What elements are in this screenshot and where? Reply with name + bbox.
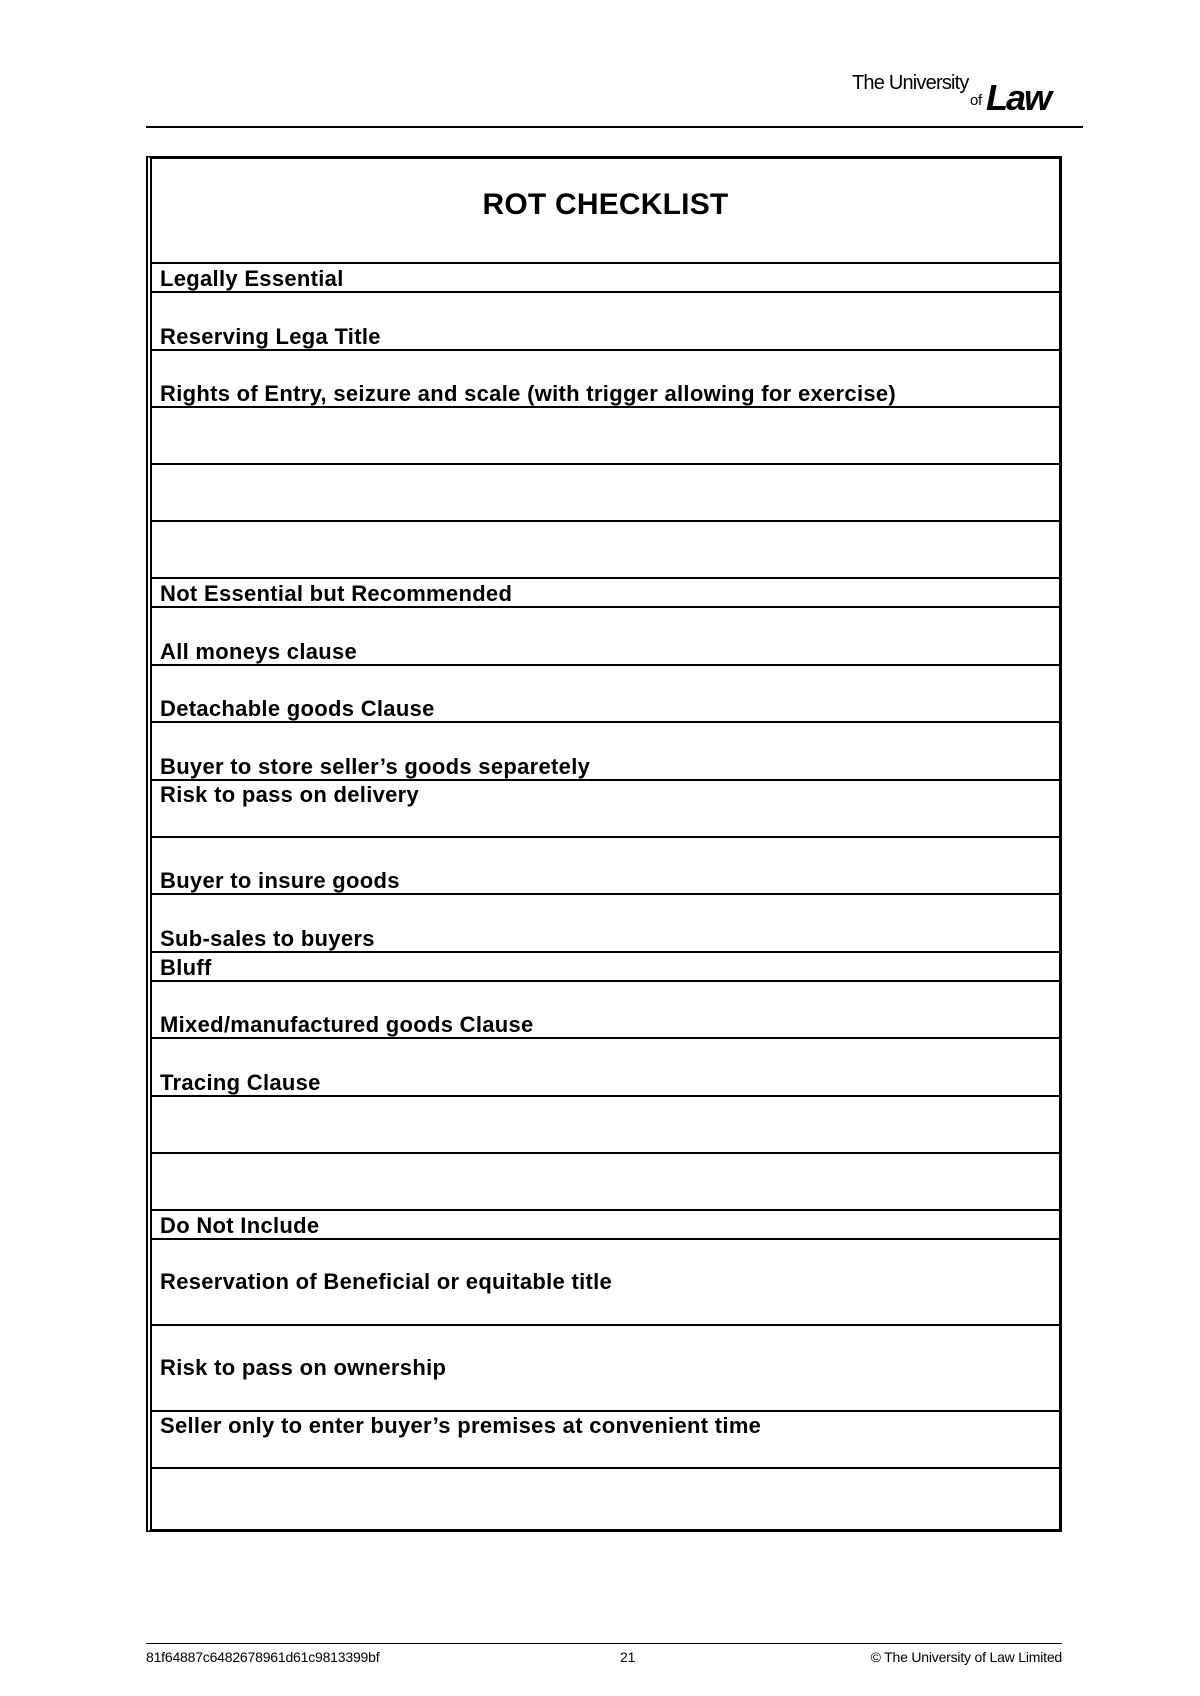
logo-law: Law bbox=[986, 77, 1051, 118]
checklist-row bbox=[152, 1412, 1059, 1469]
checklist-row-label: Sub-sales to buyers bbox=[160, 926, 375, 951]
checklist-row-label: Detachable goods Clause bbox=[160, 696, 435, 721]
checklist-row-label: Reserving Lega Title bbox=[160, 324, 381, 349]
checklist-row-label: Seller only to enter buyer’s premises at convenient time bbox=[160, 1413, 762, 1438]
checklist-row-empty bbox=[152, 522, 1059, 579]
checklist-row bbox=[152, 953, 1059, 982]
checklist-row bbox=[152, 666, 1059, 723]
checklist-row-label: Mixed/manufactured goods Clause bbox=[160, 1012, 534, 1037]
checklist-row-empty bbox=[152, 1469, 1059, 1524]
checklist-row-label: All moneys clause bbox=[160, 639, 358, 664]
checklist-row-label: Do Not Include bbox=[160, 1213, 320, 1238]
checklist-row-label: Bluff bbox=[160, 955, 212, 980]
checklist-row-label: Buyer to insure goods bbox=[160, 868, 400, 893]
checklist-row bbox=[152, 781, 1059, 838]
checklist-row-label: Rights of Entry, seizure and scale (with trigger allowing for exercise) bbox=[160, 381, 897, 406]
checklist-row-label: Tracing Clause bbox=[160, 1070, 321, 1095]
checklist-row-label: Risk to pass on ownership bbox=[160, 1355, 447, 1380]
checklist-row-label: Legally Essential bbox=[160, 266, 344, 291]
university-of-law-logo bbox=[852, 72, 1072, 118]
checklist-row-empty bbox=[152, 465, 1059, 522]
checklist-row bbox=[152, 723, 1059, 781]
header-rule bbox=[146, 126, 1083, 128]
checklist-row bbox=[152, 982, 1059, 1039]
checklist-row bbox=[152, 895, 1059, 953]
checklist-row-label: Not Essential but Recommended bbox=[160, 581, 513, 606]
logo-line-1: The University bbox=[852, 72, 969, 94]
rot-checklist-table bbox=[146, 156, 1062, 1532]
checklist-row-label: Buyer to store seller’s goods separetely bbox=[160, 754, 591, 779]
document-id: 81f64887c6482678961d61c9813399bf bbox=[146, 1649, 380, 1665]
checklist-row-empty bbox=[152, 1097, 1059, 1154]
checklist-row-empty bbox=[152, 1154, 1059, 1211]
checklist-row-label: Reservation of Beneficial or equitable title bbox=[160, 1269, 613, 1294]
checklist-title: ROT CHECKLIST bbox=[482, 187, 729, 221]
section-heading-do-not-include bbox=[152, 1211, 1059, 1240]
checklist-row bbox=[152, 1326, 1059, 1412]
checklist-row bbox=[152, 838, 1059, 895]
section-heading-legally-essential bbox=[152, 264, 1059, 293]
logo-of: of bbox=[970, 92, 982, 109]
checklist-row bbox=[152, 1039, 1059, 1097]
checklist-row-empty bbox=[152, 408, 1059, 465]
checklist-row-label: Risk to pass on delivery bbox=[160, 782, 420, 807]
copyright-notice: © The University of Law Limited bbox=[870, 1649, 1062, 1665]
checklist-row bbox=[152, 293, 1059, 351]
checklist-row bbox=[152, 608, 1059, 666]
page-number: 21 bbox=[620, 1649, 636, 1665]
checklist-title-cell bbox=[152, 159, 1059, 264]
footer-rule bbox=[146, 1643, 1062, 1644]
checklist-row bbox=[152, 351, 1059, 408]
section-heading-not-essential bbox=[152, 579, 1059, 608]
checklist-row bbox=[152, 1240, 1059, 1326]
